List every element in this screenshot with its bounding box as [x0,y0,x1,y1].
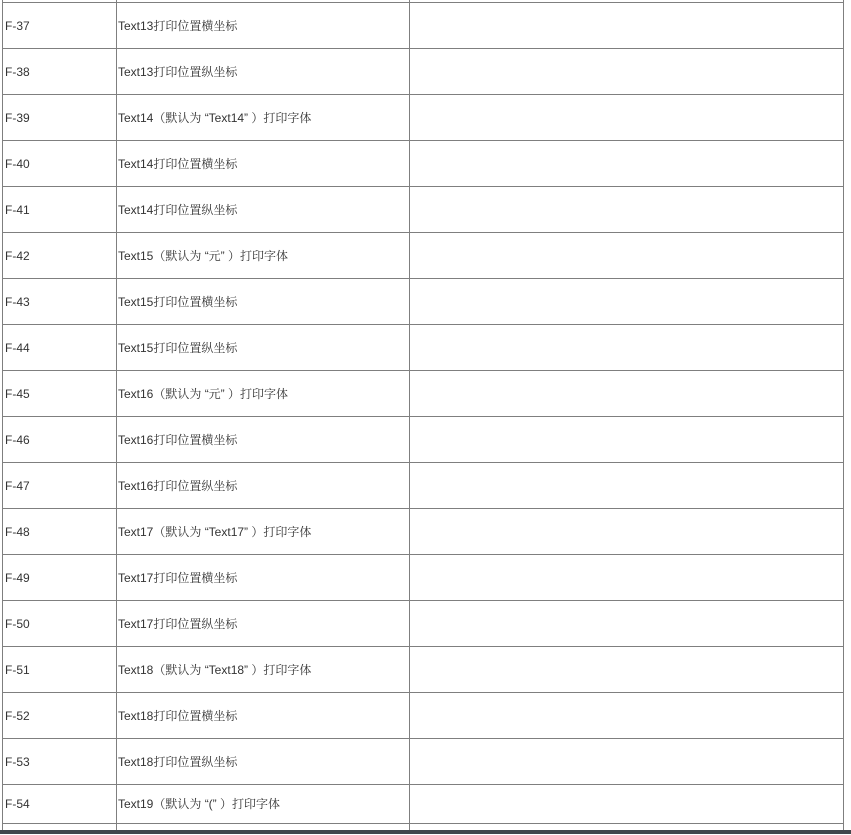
table-row [3,555,844,601]
table-row [3,95,844,141]
value-cell [410,187,844,233]
value-cell [410,49,844,95]
value-cell [410,325,844,371]
value-cell [410,555,844,601]
table-row [3,233,844,279]
description-cell: Text16（默认为 “元” ）打印字体 [117,371,410,417]
table-row [3,785,844,824]
code-cell: F-54 [3,785,117,824]
code-cell: F-50 [3,601,117,647]
code-cell: F-39 [3,95,117,141]
description-cell: Text17（默认为 “Text17” ）打印字体 [117,509,410,555]
value-cell [410,371,844,417]
value-cell [410,3,844,49]
table-row [3,417,844,463]
code-cell: F-37 [3,3,117,49]
description-cell: Text16打印位置横坐标 [117,417,410,463]
value-cell [410,739,844,785]
value-cell [410,601,844,647]
code-cell: F-49 [3,555,117,601]
value-cell [410,509,844,555]
description-cell: Text14（默认为 “Text14” ）打印字体 [117,95,410,141]
table-row [3,463,844,509]
code-cell: F-48 [3,509,117,555]
code-cell: F-38 [3,49,117,95]
table-row [3,601,844,647]
table-body [3,0,844,831]
table-row [3,739,844,785]
table-row [3,49,844,95]
description-cell: Text14打印位置纵坐标 [117,187,410,233]
code-cell: F-47 [3,463,117,509]
description-cell: Text14打印位置横坐标 [117,141,410,187]
description-cell: Text15（默认为 “元” ）打印字体 [117,233,410,279]
value-cell [410,647,844,693]
table-row [3,647,844,693]
code-cell: F-41 [3,187,117,233]
code-cell: F-51 [3,647,117,693]
description-cell: Text17打印位置纵坐标 [117,601,410,647]
table-row [3,509,844,555]
description-cell: Text19（默认为 “(” ）打印字体 [117,785,410,824]
code-cell: F-40 [3,141,117,187]
description-cell: Text15打印位置横坐标 [117,279,410,325]
code-cell: F-43 [3,279,117,325]
table-row [3,693,844,739]
table-row [3,279,844,325]
description-cell: Text18（默认为 “Text18” ）打印字体 [117,647,410,693]
value-cell [410,95,844,141]
parameters-table [2,0,844,831]
window-bottom-edge [0,830,851,834]
value-cell [410,417,844,463]
description-cell: Text18打印位置纵坐标 [117,739,410,785]
description-cell: Text18打印位置横坐标 [117,693,410,739]
value-cell [410,463,844,509]
table-row [3,3,844,49]
code-cell: F-52 [3,693,117,739]
value-cell [410,785,844,824]
table-row [3,371,844,417]
code-cell: F-45 [3,371,117,417]
value-cell [410,141,844,187]
table-row [3,325,844,371]
description-cell: Text15打印位置纵坐标 [117,325,410,371]
description-cell: Text13打印位置横坐标 [117,3,410,49]
code-cell: F-53 [3,739,117,785]
value-cell [410,693,844,739]
table-row [3,187,844,233]
description-cell: Text16打印位置纵坐标 [117,463,410,509]
value-cell [410,233,844,279]
code-cell: F-42 [3,233,117,279]
description-cell: Text17打印位置横坐标 [117,555,410,601]
code-cell: F-44 [3,325,117,371]
table-row [3,141,844,187]
value-cell [410,279,844,325]
description-cell: Text13打印位置纵坐标 [117,49,410,95]
code-cell: F-46 [3,417,117,463]
